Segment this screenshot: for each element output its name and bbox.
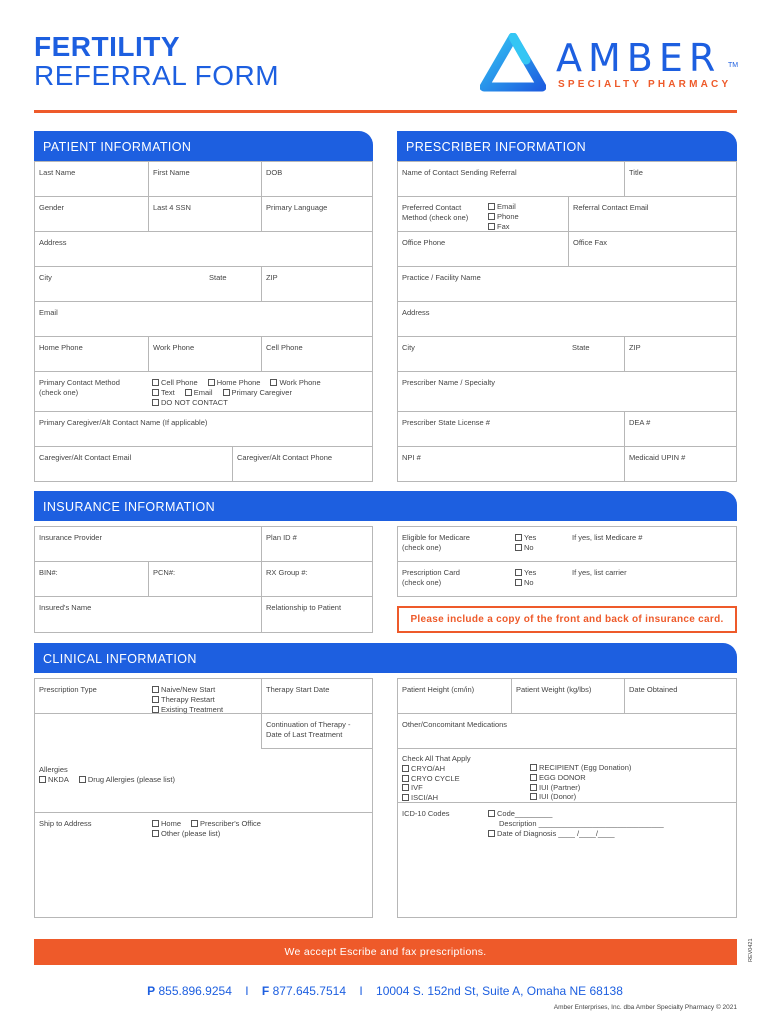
phone-number[interactable]: 855.896.9254 xyxy=(158,984,232,998)
prescription-type-options xyxy=(148,679,261,713)
separator-1: I xyxy=(245,984,249,998)
checkbox-prescriber-fax[interactable]: Fax xyxy=(488,222,564,232)
medicare-options xyxy=(511,527,568,561)
form-title-referral-form: REFERRAL FORM xyxy=(34,60,280,91)
preferred-contact-check-one: Method (check one) xyxy=(402,212,469,222)
primary-contact-options xyxy=(148,372,372,411)
section-prescriber-information: PRESCRIBER INFORMATION xyxy=(397,131,737,161)
field-patient-weight[interactable]: Patient Weight (kg/lbs) xyxy=(511,679,624,713)
allergies-field xyxy=(35,749,372,812)
field-caregiver-email[interactable]: Caregiver/Alt Contact Email xyxy=(39,453,132,462)
continuation-line-2: Date of Last Treatment xyxy=(266,729,343,739)
field-npi[interactable]: NPI # xyxy=(402,453,421,462)
checkbox-drug-allergies[interactable]: Drug Allergies (please list) xyxy=(79,775,175,785)
checkbox-text[interactable]: Text xyxy=(152,388,175,398)
checkbox-existing-treatment[interactable]: Existing Treatment xyxy=(152,705,257,715)
prescription-card-options xyxy=(511,562,568,597)
medicare-check-one: (check one) xyxy=(402,542,442,552)
field-date-of-diagnosis[interactable]: Date of Diagnosis ____ /____/____ xyxy=(488,829,732,839)
field-contact-title[interactable]: Title xyxy=(624,162,736,196)
checkbox-do-not-contact[interactable]: DO NOT CONTACT xyxy=(152,398,228,408)
checkbox-cryo-ah[interactable]: CRYO/AH xyxy=(402,764,522,774)
prescriber-info-grid xyxy=(397,161,737,482)
prescription-card-label xyxy=(398,562,511,597)
field-prescriber-address[interactable]: Address xyxy=(402,308,430,317)
fax-label: F xyxy=(261,984,270,998)
clinical-left-grid xyxy=(34,678,373,918)
form-title-fertility: FERTILITY xyxy=(34,31,181,62)
amber-logo-icon xyxy=(480,33,546,93)
checkbox-iui-partner[interactable]: IUI (Partner) xyxy=(530,783,732,793)
field-carrier[interactable]: If yes, list carrier xyxy=(572,568,627,577)
header-divider xyxy=(34,110,737,113)
contact-line xyxy=(0,984,770,998)
field-office-phone[interactable]: Office Phone xyxy=(402,238,446,247)
insurance-card-note: Please include a copy of the front and back of insurance card. xyxy=(397,606,737,633)
preferred-contact-options xyxy=(484,197,568,231)
section-clinical-information: CLINICAL INFORMATION xyxy=(34,643,737,673)
field-patient-height[interactable]: Patient Height (cm/in) xyxy=(402,685,475,694)
icd10-label: ICD-10 Codes xyxy=(402,809,450,818)
field-icd10-description[interactable]: Description ______________________________ xyxy=(499,818,664,828)
field-home-phone[interactable]: Home Phone xyxy=(39,343,83,352)
checkbox-prescriber-email[interactable]: Email xyxy=(488,202,564,212)
icd10-fields xyxy=(484,803,736,918)
preferred-contact-label: Preferred Contact xyxy=(402,203,462,212)
field-prescriber-name[interactable]: Prescriber Name / Specialty xyxy=(402,378,495,387)
field-patient-address[interactable]: Address xyxy=(39,238,67,247)
field-continuation-of-therapy[interactable] xyxy=(261,714,372,749)
field-prescriber-state[interactable]: State xyxy=(572,343,590,352)
checkbox-medicare-no[interactable]: No xyxy=(515,543,564,553)
ship-to-options xyxy=(148,813,372,918)
checkbox-isci-ah[interactable]: ISCI/AH xyxy=(402,793,522,803)
checkbox-medicare-yes[interactable]: Yes xyxy=(515,533,564,543)
checkbox-ship-prescriber-office[interactable]: Prescriber's Office xyxy=(191,819,261,829)
field-patient-email[interactable]: Email xyxy=(39,308,58,317)
field-office-fax[interactable]: Office Fax xyxy=(568,232,736,266)
field-referral-contact-email[interactable]: Referral Contact Email xyxy=(568,197,736,231)
primary-contact-label: Primary Contact Method xyxy=(39,378,120,387)
copyright-text: Amber Enterprises, Inc. dba Amber Specialty Pharmacy © 2021 xyxy=(553,1004,737,1011)
field-caregiver-phone[interactable]: Caregiver/Alt Contact Phone xyxy=(232,447,372,482)
logo-trademark: TM xyxy=(728,62,739,69)
medicare-eligible-label xyxy=(398,527,511,561)
checkbox-ship-home[interactable]: Home xyxy=(152,819,181,829)
field-icd10-code[interactable]: Code_________ xyxy=(488,809,732,819)
preferred-contact-method-label xyxy=(398,197,484,231)
section-insurance-information: INSURANCE INFORMATION xyxy=(34,491,737,521)
field-caregiver-name[interactable]: Primary Caregiver/Alt Contact Name (If applicable) xyxy=(39,418,208,427)
prescription-card-check-one: (check one) xyxy=(402,577,442,587)
field-pcn[interactable]: PCN#: xyxy=(148,562,261,596)
checkbox-ivf[interactable]: IVF xyxy=(402,783,522,793)
checkbox-card-no[interactable]: No xyxy=(515,578,564,588)
check-all-label: Check All That Apply xyxy=(402,754,471,763)
field-therapy-start-date[interactable]: Therapy Start Date xyxy=(261,679,372,713)
field-patient-zip[interactable]: ZIP xyxy=(261,267,372,301)
field-plan-id[interactable]: Plan ID # xyxy=(261,527,372,561)
field-prescriber-city[interactable]: City xyxy=(402,343,415,352)
field-relationship-to-patient[interactable]: Relationship to Patient xyxy=(261,597,372,633)
field-rx-group[interactable]: RX Group #: xyxy=(261,562,372,596)
field-patient-city[interactable]: City xyxy=(39,273,52,282)
clinical-right-grid xyxy=(397,678,737,918)
patient-info-grid xyxy=(34,161,373,482)
primary-contact-check-one: (check one) xyxy=(39,387,79,397)
checkbox-work-phone[interactable]: Work Phone xyxy=(270,378,320,388)
field-dea[interactable]: DEA # xyxy=(624,412,736,446)
checkbox-therapy-restart[interactable]: Therapy Restart xyxy=(152,695,257,705)
checkbox-ship-other[interactable]: Other (please list) xyxy=(152,829,220,839)
prescription-card-text: Prescription Card xyxy=(402,568,460,577)
field-dob[interactable]: DOB xyxy=(261,162,372,196)
checkbox-egg-donor[interactable]: EGG DONOR xyxy=(530,773,732,783)
field-gender[interactable]: Gender xyxy=(39,203,65,212)
phone-label: P xyxy=(147,984,156,998)
ship-to-address-label: Ship to Address xyxy=(39,819,92,828)
checkbox-primary-caregiver[interactable]: Primary Caregiver xyxy=(223,388,292,398)
checkbox-nkda[interactable]: NKDA xyxy=(39,775,69,785)
field-contact-sending-referral[interactable]: Name of Contact Sending Referral xyxy=(402,168,517,177)
checkbox-email[interactable]: Email xyxy=(185,388,213,398)
field-patient-state[interactable]: State xyxy=(209,273,227,282)
field-medicare-number[interactable]: If yes, list Medicare # xyxy=(572,533,643,542)
logo-wordmark: AMBER xyxy=(556,36,722,80)
field-date-obtained[interactable]: Date Obtained xyxy=(624,679,736,713)
field-state-license[interactable]: Prescriber State License # xyxy=(402,418,490,427)
mailing-address: 10004 S. 152nd St, Suite A, Omaha NE 68138 xyxy=(376,984,623,998)
checkbox-prescriber-phone[interactable]: Phone xyxy=(488,212,564,222)
separator-2: I xyxy=(359,984,363,998)
fax-number[interactable]: 877.645.7514 xyxy=(272,984,346,998)
field-last-4-ssn[interactable]: Last 4 SSN xyxy=(148,197,261,231)
checkbox-iui-donor[interactable]: IUI (Donor) xyxy=(530,792,732,802)
field-work-phone[interactable]: Work Phone xyxy=(148,337,261,371)
check-all-right xyxy=(526,749,736,802)
field-first-name[interactable]: First Name xyxy=(148,162,261,196)
insurance-left-grid xyxy=(34,526,373,633)
insurance-right-grid xyxy=(397,526,737,597)
checkbox-card-yes[interactable]: Yes xyxy=(515,568,564,578)
field-cell-phone[interactable]: Cell Phone xyxy=(261,337,372,371)
section-patient-information: PATIENT INFORMATION xyxy=(34,131,373,161)
medicare-eligible-text: Eligible for Medicare xyxy=(402,533,470,542)
logo-subtitle: SPECIALTY PHARMACY xyxy=(558,79,732,90)
primary-contact-method-label xyxy=(35,372,148,411)
allergies-label: Allergies xyxy=(39,765,68,774)
form-revision-code: REV0421 xyxy=(748,938,754,962)
checkbox-cryo-cycle[interactable]: CRYO CYCLE xyxy=(402,774,522,784)
checkbox-cell-phone[interactable]: Cell Phone xyxy=(152,378,198,388)
check-all-left xyxy=(398,749,526,802)
continuation-line-1: Continuation of Therapy - xyxy=(266,720,351,729)
field-primary-language[interactable]: Primary Language xyxy=(261,197,372,231)
escribe-banner: We accept Escribe and fax prescriptions. xyxy=(34,939,737,965)
field-prescriber-zip[interactable]: ZIP xyxy=(624,337,736,371)
field-other-medications[interactable]: Other/Concomitant Medications xyxy=(402,720,508,729)
checkbox-naive-new-start[interactable]: Naive/New Start xyxy=(152,685,257,695)
field-last-name[interactable]: Last Name xyxy=(39,168,76,177)
prescription-type-label: Prescription Type xyxy=(39,685,97,694)
field-practice-name[interactable]: Practice / Facility Name xyxy=(402,273,481,282)
field-insured-name[interactable]: Insured's Name xyxy=(39,603,92,612)
field-bin[interactable]: BIN#: xyxy=(39,568,58,577)
field-medicaid-upin[interactable]: Medicaid UPIN # xyxy=(624,447,736,482)
checkbox-home-phone[interactable]: Home Phone xyxy=(208,378,261,388)
checkbox-recipient[interactable]: RECIPIENT (Egg Donation) xyxy=(530,763,732,773)
field-insurance-provider[interactable]: Insurance Provider xyxy=(39,533,102,542)
